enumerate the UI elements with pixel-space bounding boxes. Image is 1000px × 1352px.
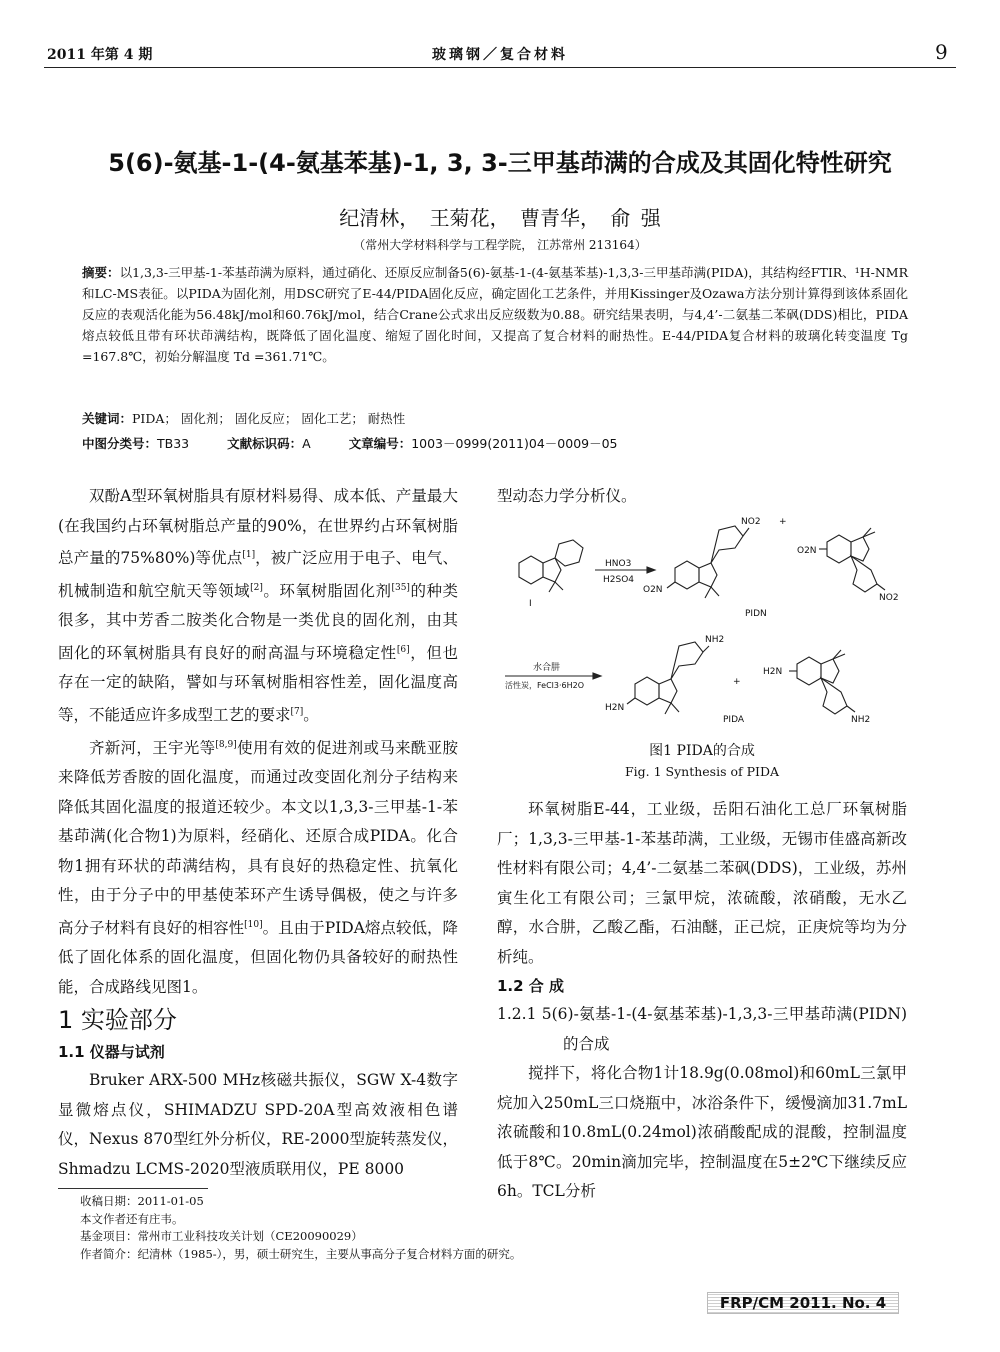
citation: [2] (250, 582, 263, 593)
author-bio: 作者简介：纪清林（1985-），男，硕士研究生，主要从事高分子复合材料方面的研究。 (80, 1246, 522, 1261)
text-run: 齐新河，王宇光等 (89, 738, 216, 757)
pida-label: PIDA (723, 715, 745, 725)
citation: [6] (396, 644, 410, 655)
reagent-hno3: HNO3 (605, 559, 632, 569)
o2n-label: O2N (797, 546, 817, 556)
doc-code-value: A (302, 436, 311, 451)
received-date: 收稿日期：2011-01-05 (80, 1194, 204, 1208)
clc-value: TB33 (157, 436, 190, 451)
abstract-text: 以1,3,3-三甲基-1-苯基茚满为原料，通过硝化、还原反应制备5(6)-氨基-1-(4-氨基苯基)-1,3,3-三甲基茚满(PIDA)，其结构经FTIR、¹H-NMR和LC-MS表征。以PIDA为固化剂，用DSC研究了E-44/PIDA固化反应，确定固化工艺条件，并用Kissinger及Ozawa方法分别计算得到该体系固化反应的表观活化能为56.48kJ/mol和60.76kJ/mol，结合Crane公式求出反应级数为0.88。研究结果表明，与4,4’-二氨基二苯砜(DDS)相比，PIDA熔点较低且带有环状茚满结构，既降低了固化温度、缩短了固化时间，又提高了复合材料的耐热性。E-44/PIDA复合材料的玻璃化转变温度 Tg =167.8℃，初始分解温度 Td =361.71℃。 (82, 265, 908, 364)
citation: [7] (290, 706, 304, 717)
citation: [8,9] (215, 739, 237, 750)
phenyl-ring (555, 540, 583, 566)
reagents-paragraph: 环氧树脂E-44，工业级，岳阳石油化工总厂环氧树脂厂；1,3,3-三甲基-1-苯基茚满，工业级，无锡市佳盛高新改性材料有限公司；4,4’-二氨基二苯砜(DDS)，工业级，苏州寅生化工有限公司；三氯甲烷，浓硫酸，浓硝酸，无水乙醇，水合肼，乙酸乙酯，石油醚，正己烷，正庚烷等均为分析纯。 (497, 800, 907, 966)
nh2-label: NH2 (851, 715, 871, 725)
doc-code-label: 文献标识码： (227, 436, 303, 451)
text-run: 的种类很多，其中芳香二胺类化合物是一类优良的固化剂，由其固化的环氧树脂具有良好的耐高温与环境稳定性 (58, 581, 458, 662)
journal-footer-badge: FRP/CM 2011. No. 4 (707, 1292, 899, 1314)
section-heading-1-1: 1.1 仪器与试剂 (58, 1043, 165, 1062)
cyclopentane-ring (543, 558, 561, 582)
citation: [10] (244, 919, 263, 930)
footnote-divider (58, 1188, 208, 1189)
reagent-hydrazine: 水合肼 (533, 663, 561, 673)
classification-line (82, 434, 908, 452)
keywords (82, 409, 908, 427)
o2n-label: O2N (643, 585, 663, 595)
issue-label: 2011 年第 4 期 (47, 47, 153, 63)
synthesis-paragraph: 搅拌下，将化合物1计18.9g(0.08mol)和60mL三氯甲烷加入250mL三口烧瓶中，冰浴条件下，缓慢滴加31.7mL浓硫酸和10.8mL(0.24mol)浓硝酸配成的混酸，控制温度低于8℃。20min滴加完毕，控制温度在5±2℃下继续反应6h。TCL分析 (497, 1064, 907, 1200)
benzene-ring (519, 556, 543, 584)
text-run: ，但也存在一定的缺陷，譬如与环氧树脂相容性差，固化温度高等，不能适应许多成型工艺的要求 (58, 643, 458, 725)
section-heading-1: 1 实验部分 (58, 1006, 177, 1035)
footnotes (80, 1193, 920, 1263)
page-number: 9 (935, 40, 948, 64)
reagent-h2so4: H2SO4 (603, 575, 635, 585)
paper-title: 5(6)-氨基-1-(4-氨基苯基)-1, 3, 3-三甲基茚满的合成及其固化特性研究 (108, 149, 892, 177)
reagent-fecl3: 活性炭，FeCl3·6H2O (505, 681, 585, 690)
clc-label: 中图分类号： (82, 436, 158, 451)
plus-sign: + (733, 677, 741, 687)
fund-note: 基金项目：常州市工业科技攻关计划（CE20090029） (80, 1229, 363, 1243)
author-contact-note: 本文作者还有庄韦。 (80, 1211, 184, 1226)
aminophenyl-ring (671, 642, 703, 679)
nitrophenyl-ring (711, 526, 743, 563)
abstract-label: 摘要： (82, 265, 120, 280)
header-divider (44, 67, 956, 68)
citation: [1] (242, 550, 256, 560)
instruments-continuation: 型动态力学分析仪。 (497, 487, 637, 505)
authors: 纪清林， 王菊花， 曹青华， 俞 强 (339, 206, 661, 230)
aminophenyl-ring (821, 678, 847, 714)
synthesis-scheme-figure (497, 508, 907, 758)
nh2-label: NH2 (705, 635, 725, 645)
benzene-ring (635, 677, 659, 705)
cyclopentane-ring (699, 563, 717, 587)
instruments-paragraph: Bruker ARX-500 MHz核磁共振仪，SGW X-4数字显微熔点仪，SHIMADZU SPD-20A型高效液相色谱仪，Nexus 870型红外分析仪，RE-2000型旋转蒸发仪，Shmadzu LCMS-2020型液质联用仪，PE 8000 (58, 1071, 458, 1178)
pidn-label: PIDN (745, 609, 767, 619)
article-no-label: 文章编号： (348, 436, 412, 451)
journal-name: 玻璃钢／复合材料 (432, 47, 568, 63)
h2n-label: H2N (763, 667, 783, 677)
text-run: ，被广泛应用于电子、电气、机械制造和航空航天等领域 (58, 549, 458, 600)
affiliation: （常州大学材料科学与工程学院， 江苏常州 213164） (353, 238, 647, 252)
figure-caption-cn: 图1 PIDA的合成 (649, 743, 755, 759)
benzene-ring (797, 657, 821, 685)
text-run: 双酚A型环氧树脂具有原材料易得、成本低、产量最大(在我国约占环氧树脂总产量的90%，在世界约占环氧树脂总产量的75%80%)等优点 (58, 487, 458, 568)
article-no-value: 1003－0999(2011)04－0009－05 (411, 436, 618, 451)
intro-paragraph-2 (58, 731, 458, 1003)
figure-caption-en: Fig. 1 Synthesis of PIDA (624, 764, 780, 779)
text-run: 使用有效的促进剂或马来酰亚胺来降低芳香胺的固化温度，而通过改变固化剂分子结构来降低其固化温度的报道还较少。本文以1,3,3-三甲基-1-苯基茚满(化合物1)为原料，经硝化、还原合成PIDA。化合物1拥有环状的茚满结构，具有良好的热稳定性、抗氧化性，由于分子中的甲基使苯环产生诱导偶极，使之与许多高分子材料有良好的相容性 (58, 738, 458, 937)
keywords-label: 关键词： (82, 411, 133, 426)
right-column (497, 795, 907, 1207)
no2-label: NO2 (879, 593, 899, 603)
text-run: 。且由于PIDA熔点较低，降低了固化体系的固化温度，但固化物仍具备较好的耐热性能，合成路线见图1。 (58, 918, 458, 996)
h2n-label: H2N (605, 703, 625, 713)
compound-1-label: I (529, 599, 532, 609)
benzene-ring (675, 561, 699, 589)
cyclopentane-ring (659, 679, 677, 703)
abstract (82, 262, 908, 367)
intro-paragraph-1 (58, 482, 458, 731)
citation: [35] (391, 582, 410, 593)
section-heading-1-2: 1.2 合 成 (497, 977, 565, 995)
left-column (58, 482, 458, 1184)
nitrophenyl-ring (851, 556, 877, 592)
benzene-ring (827, 535, 851, 563)
no2-label: NO2 (741, 517, 761, 527)
plus-sign: + (779, 517, 787, 527)
keywords-text: PIDA； 固化剂； 固化反应； 固化工艺； 耐热性 (132, 411, 406, 426)
text-run: 。 (303, 706, 319, 725)
section-heading-1-2-1: 1.2.1 5(6)-氨基-1-(4-氨基苯基)-1,3,3-三甲基茚满(PIDN)的合成 (497, 1005, 907, 1053)
text-run: 。环氧树脂固化剂 (262, 581, 392, 600)
